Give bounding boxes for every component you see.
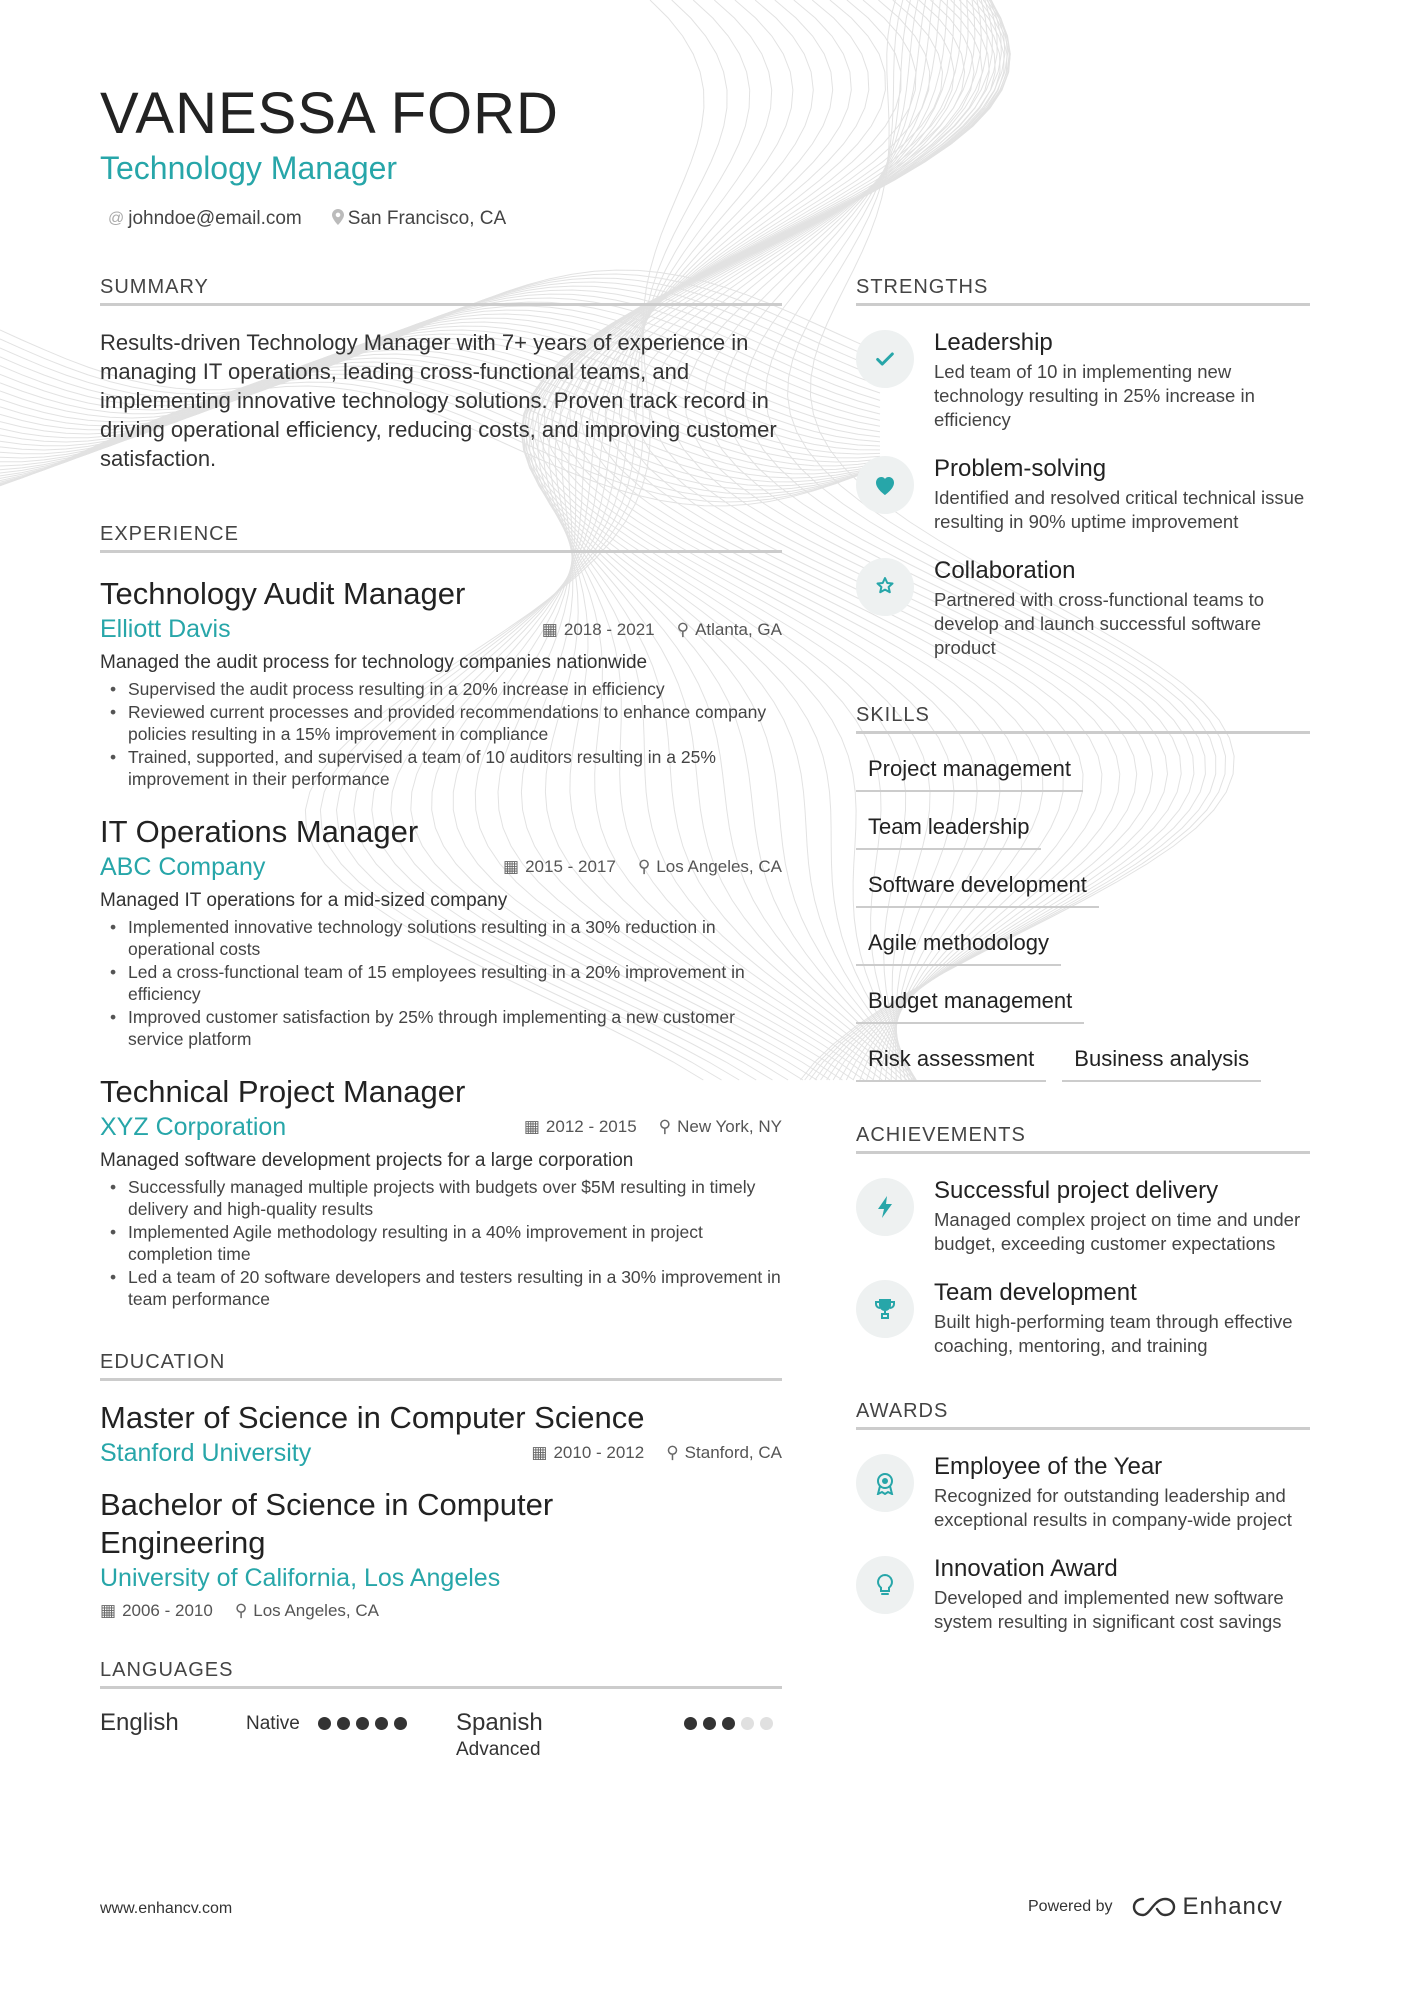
award-item (856, 1452, 1310, 1532)
job-location: New York, NY (677, 1117, 782, 1136)
strength-title: Problem-solving (934, 455, 1107, 482)
powered-by-text: Powered by (1028, 1898, 1113, 1915)
footer-website-link[interactable]: www.enhancv.com (100, 1900, 233, 1917)
summary-text: Results-driven Technology Manager with 7+ years of experience in managing IT operations, leading cross-functional teams, and implementing innovative technology solutions. Proven track record in driving operational efficiency, reducing costs, and improving customer satisfaction. (100, 330, 777, 471)
rating-dot-empty (760, 1717, 773, 1730)
awards-heading: AWARDS (856, 1400, 1310, 1430)
company-name: Elliott Davis (100, 615, 231, 643)
summary-heading: SUMMARY (100, 276, 782, 306)
strength-item (856, 454, 1310, 534)
strength-title: Collaboration (934, 557, 1076, 584)
location-pin-icon: ⚲ (676, 619, 690, 639)
job-bullet: • Led a cross-functional team of 15 employees resulting in a 20% improvement in efficiency (100, 961, 782, 1006)
skill-tag: Team leadership (856, 808, 1041, 850)
languages-row (100, 1709, 782, 1761)
education-location: Stanford, CA (684, 1443, 782, 1462)
email-text: johndoe@email.com (128, 208, 302, 229)
job-bullets (100, 678, 782, 791)
calendar-icon: ▦ (100, 1600, 117, 1620)
language-level-group (246, 1709, 456, 1735)
achievements-heading: ACHIEVEMENTS (856, 1124, 1310, 1154)
school-name: Stanford University (100, 1438, 312, 1467)
job-meta (100, 615, 782, 644)
contact-info (108, 208, 506, 230)
award-description: Recognized for outstanding leadership and exceptional results in company-wide project (934, 1485, 1292, 1530)
skill-tag: Project management (856, 750, 1083, 792)
job-title: Technology Audit Manager (100, 576, 466, 611)
language-rating-group (684, 1709, 773, 1730)
location-pin-icon: ⚲ (666, 1443, 679, 1462)
job-title: IT Operations Manager (100, 813, 419, 849)
location-contact (332, 208, 506, 230)
trophy-icon (856, 1280, 914, 1338)
award-description: Developed and implemented new software system resulting in significant cost savings (934, 1587, 1284, 1632)
education-dates: 2006 - 2010 (122, 1600, 213, 1620)
job-title: Technical Project Manager (100, 1073, 466, 1109)
education-dates: 2010 - 2012 (553, 1443, 645, 1462)
education-entry (100, 1399, 782, 1468)
location-pin-icon: ⚲ (637, 857, 651, 876)
job-dates: 2015 - 2017 (525, 857, 616, 876)
job-bullet: • Led a team of 20 software developers and testers resulting in a 30% improvement in team performance (100, 1266, 782, 1311)
strength-item (856, 556, 1310, 660)
degree-title: Bachelor of Science in Computer Engineering (100, 1486, 554, 1560)
education-heading: EDUCATION (100, 1351, 782, 1381)
job-bullet: • Successfully managed multiple projects with budgets over $5M resulting in timely delivery and high-quality results (100, 1176, 782, 1221)
job-bullet: • Reviewed current processes and provided recommendations to enhance company policies resulting in a 15% improvement in compliance (100, 701, 782, 746)
skill-tag: Budget management (856, 982, 1084, 1024)
left-column (100, 276, 782, 1761)
location-pin-icon: ⚲ (234, 1600, 248, 1620)
award-title: Innovation Award (934, 1555, 1118, 1582)
calendar-icon: ▦ (531, 1443, 548, 1462)
job-description: Managed IT operations for a mid-sized company (100, 889, 508, 911)
location-text: San Francisco, CA (347, 208, 507, 229)
job-bullets (100, 1176, 782, 1311)
calendar-icon: ▦ (523, 1117, 540, 1136)
candidate-title: Technology Manager (100, 150, 398, 186)
rating-dot-filled (318, 1717, 331, 1730)
language-name: English (100, 1708, 179, 1736)
award-item (856, 1554, 1310, 1634)
skill-tag: Risk assessment (856, 1040, 1046, 1082)
skills-heading: SKILLS (856, 704, 1310, 734)
skill-tag: Business analysis (1062, 1040, 1261, 1082)
skill-tag: Agile methodology (856, 924, 1061, 966)
candidate-name: VANESSA FORD (100, 81, 559, 146)
language-name: Spanish (456, 1708, 543, 1736)
job-dates-location (503, 857, 782, 877)
job-location: Los Angeles, CA (656, 857, 782, 876)
achievement-item (856, 1176, 1310, 1256)
job-entry (100, 1073, 782, 1311)
achievement-description: Managed complex project on time and under budget, exceeding customer expectations (934, 1209, 1301, 1254)
lightbulb-icon (856, 1556, 914, 1614)
right-column (856, 276, 1310, 1634)
language-level: Advanced (456, 1738, 541, 1760)
company-name: XYZ Corporation (100, 1112, 287, 1141)
job-bullets (100, 916, 782, 1051)
achievement-title: Team development (934, 1279, 1137, 1306)
language-rating-dots (684, 1717, 773, 1730)
language-rating-dots (318, 1717, 407, 1730)
rating-dot-filled (703, 1717, 716, 1730)
job-dates-location (542, 620, 782, 640)
degree-title: Master of Science in Computer Science (100, 1399, 645, 1435)
job-description: Managed the audit process for technology companies nationwide (100, 652, 648, 673)
strength-title: Leadership (934, 329, 1053, 356)
heart-icon (856, 456, 914, 514)
at-icon: @ (108, 210, 125, 227)
job-bullet: • Improved customer satisfaction by 25% through implementing a new customer service platform (100, 1006, 782, 1051)
calendar-icon: ▦ (541, 619, 558, 639)
company-name: ABC Company (100, 852, 266, 881)
location-pin-icon (332, 209, 344, 230)
check-icon (856, 330, 914, 388)
job-dates: 2012 - 2015 (545, 1117, 637, 1136)
achievement-title: Successful project delivery (934, 1177, 1219, 1204)
achievement-item (856, 1278, 1310, 1358)
job-location: Atlanta, GA (695, 619, 782, 639)
strengths-heading: STRENGTHS (856, 276, 1310, 306)
job-bullet: • Trained, supported, and supervised a team of 10 auditors resulting in a 25% improvement in their performance (100, 746, 782, 791)
education-location: Los Angeles, CA (253, 1600, 379, 1620)
footer-branding (1028, 1893, 1283, 1921)
award-title: Employee of the Year (934, 1453, 1163, 1480)
job-bullet: • Supervised the audit process resulting in a 20% increase in efficiency (100, 678, 782, 701)
rating-dot-empty (741, 1717, 754, 1730)
location-pin-icon: ⚲ (658, 1117, 672, 1136)
language-entry (456, 1709, 676, 1761)
job-bullet: • Implemented innovative technology solutions resulting in a 30% reduction in operational costs (100, 916, 782, 961)
skill-tag: Software development (856, 866, 1099, 908)
strength-description: Partnered with cross-functional teams to develop and launch successful software product (934, 589, 1265, 658)
rating-dot-filled (356, 1717, 369, 1730)
job-description: Managed software development projects for a large corporation (100, 1149, 634, 1171)
rating-dot-filled (684, 1717, 697, 1730)
languages-heading: LANGUAGES (100, 1659, 782, 1689)
achievement-description: Built high-performing team through effective coaching, mentoring, and training (934, 1311, 1293, 1356)
rating-dot-filled (337, 1717, 350, 1730)
infinity-logo-icon (1131, 1895, 1177, 1919)
job-dates-location (524, 1117, 782, 1137)
education-dates-location (531, 1443, 782, 1463)
rating-dot-filled (722, 1717, 735, 1730)
experience-heading: EXPERIENCE (100, 523, 782, 553)
job-bullet: • Implemented Agile methodology resulting in a 40% improvement in project completion time (100, 1221, 782, 1266)
rating-dot-filled (375, 1717, 388, 1730)
school-name: University of California, Los Angeles (100, 1563, 501, 1592)
brand-name: Enhancv (1182, 1893, 1283, 1920)
job-dates: 2018 - 2021 (563, 619, 655, 639)
education-entry (100, 1486, 782, 1621)
strength-item (856, 328, 1310, 432)
strength-description: Identified and resolved critical technical issue resulting in 90% uptime improvement (934, 487, 1305, 532)
education-meta (100, 1439, 782, 1468)
language-level: Native (246, 1712, 300, 1734)
email-contact[interactable] (108, 208, 302, 230)
job-meta (100, 853, 782, 882)
star-hand-icon (856, 558, 914, 616)
medal-icon (856, 1454, 914, 1512)
skills-list (856, 750, 1310, 1082)
enhancv-logo[interactable] (1131, 1893, 1283, 1921)
job-meta (100, 1113, 782, 1142)
strength-description: Led team of 10 in implementing new technology resulting in 25% increase in efficiency (934, 361, 1255, 430)
rating-dot-filled (394, 1717, 407, 1730)
education-dates-location (100, 1601, 782, 1621)
job-entry (100, 575, 782, 791)
bolt-icon (856, 1178, 914, 1236)
calendar-icon: ▦ (503, 857, 520, 876)
job-entry (100, 813, 782, 1051)
